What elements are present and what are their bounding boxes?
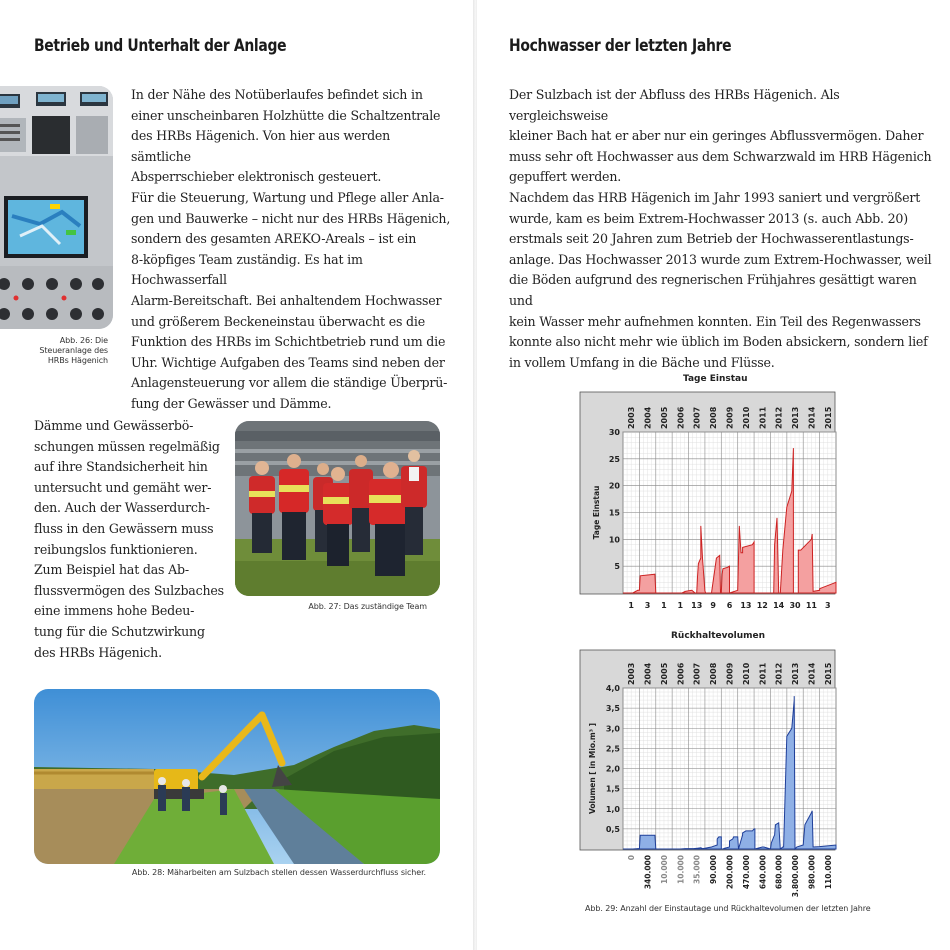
- year-label: 2004: [643, 406, 653, 429]
- y-tick-label: 2,0: [605, 764, 620, 774]
- y-tick-label: 5: [614, 562, 620, 572]
- text-line: reibungslos funktionieren.: [34, 541, 198, 557]
- text-line: Nachdem das HRB Hägenich im Jahr 1993 saniert und vergrößert: [509, 190, 921, 205]
- year-label: 2014: [807, 662, 817, 685]
- left-paragraph-3: [34, 416, 234, 663]
- y-tick-label: 15: [608, 508, 620, 518]
- bottom-label: 30: [789, 601, 801, 610]
- year-label: 2006: [676, 406, 686, 429]
- bottom-label: 980.000: [807, 855, 817, 890]
- right-page: [477, 0, 950, 950]
- bottom-label: 13: [691, 601, 703, 610]
- bottom-label: 110.000: [823, 855, 833, 890]
- year-label: 2012: [774, 662, 784, 685]
- bottom-label: 1: [628, 601, 634, 610]
- text-line: den. Auch der Wasserdurch-: [34, 500, 210, 516]
- caption-26: [30, 336, 108, 366]
- text-line: untersucht und gemäht wer-: [34, 479, 212, 495]
- y-axis-label: Volumen [ in Mio.m³ ]: [588, 722, 597, 815]
- bottom-label: 340.000: [643, 855, 653, 890]
- y-axis-label: Tage Einstau: [592, 485, 601, 540]
- text-line: des HRBs Hägenich. Von hier aus werden sämtliche: [131, 128, 391, 164]
- team-photo: [235, 421, 440, 596]
- left-paragraph-1: [131, 85, 451, 188]
- bottom-label: 12: [756, 601, 768, 610]
- text-line: tung für die Schutzwirkung: [34, 623, 205, 639]
- chart-days-impounded: [577, 390, 842, 615]
- y-tick-label: 2,5: [605, 744, 620, 754]
- caption-26-line: Steueranlage des: [39, 346, 108, 355]
- caption-26-line: Abb. 26: Die: [59, 336, 108, 345]
- caption-28: Abb. 28: Mäharbeiten am Sulzbach stellen dessen Wasserdurchfluss sicher.: [131, 868, 426, 877]
- text-line: wurde, kam es beim Extrem-Hochwasser 2013 (s. auch Abb. 20): [509, 210, 908, 226]
- right-paragraph-2: [509, 188, 939, 373]
- text-line: Zum Beispiel hat das Ab-: [34, 562, 189, 578]
- caption-29: Abb. 29: Anzahl der Einstautage und Rückhaltevolumen der letzten Jahre: [585, 904, 871, 913]
- bottom-label: 640.000: [758, 855, 768, 890]
- caption-26-line: HRBs Hägenich: [47, 356, 108, 365]
- bottom-label: 470.000: [741, 855, 751, 890]
- text-line: eine immens hohe Bedeu-: [34, 603, 195, 619]
- right-paragraph-1: [509, 85, 939, 188]
- year-label: 2004: [643, 662, 653, 685]
- year-label: 2013: [791, 406, 801, 429]
- bottom-label: 3.800.000: [791, 855, 801, 898]
- bottom-label: 6: [726, 601, 733, 610]
- year-label: 2007: [692, 406, 702, 429]
- year-label: 2009: [725, 662, 735, 685]
- bottom-label: 1: [677, 601, 684, 610]
- year-label: 2003: [627, 406, 637, 429]
- text-line: Uhr. Wichtige Aufgaben des Teams sind neben der: [131, 354, 445, 370]
- text-line: 8-köpfiges Team zuständig. Es hat im Hochwasserfall: [131, 251, 363, 288]
- bottom-label: 10.000: [659, 855, 669, 884]
- y-tick-label: 1,5: [605, 784, 620, 794]
- year-label: 2011: [758, 406, 768, 429]
- text-line: anlage. Das Hochwasser 2013 wurde zum Extrem-Hochwasser, weil: [509, 251, 932, 267]
- text-line: fluss in den Gewässern muss: [34, 520, 214, 536]
- text-line: muss sehr oft Hochwasser aus dem Schwarzwald im HRB Hägenich: [509, 148, 932, 164]
- y-tick-label: 3,0: [605, 724, 620, 734]
- year-label: 2014: [807, 406, 817, 429]
- year-label: 2008: [709, 662, 719, 685]
- text-line: In der Nähe des Notüberlaufes befindet sich in: [131, 87, 423, 102]
- year-label: 2010: [741, 406, 751, 429]
- text-line: in vollem Umfang in die Bäche und Flüsse.: [509, 354, 775, 370]
- text-line: Absperrschieber elektronisch gesteuert.: [131, 169, 382, 185]
- year-label: 2009: [725, 406, 735, 429]
- text-line: Alarm-Bereitschaft. Bei anhaltendem Hochwasser: [131, 292, 442, 308]
- text-line: Der Sulzbach ist der Abfluss des HRBs Hägenich. Als vergleichsweise: [509, 87, 840, 123]
- text-line: gepuffert werden.: [509, 169, 622, 185]
- y-tick-label: 1,0: [605, 804, 620, 814]
- year-label: 2008: [709, 406, 719, 429]
- year-label: 2005: [659, 662, 669, 685]
- year-label: 2007: [692, 662, 702, 685]
- y-tick-label: 10: [608, 535, 620, 545]
- text-line: Dämme und Gewässerbö-: [34, 418, 194, 433]
- text-line: fung der Gewässer und Dämme.: [131, 395, 332, 411]
- year-label: 2012: [774, 406, 784, 429]
- bottom-label: 9: [710, 601, 716, 610]
- text-line: sondern des gesamten AREKO-Areals – ist ein: [131, 231, 417, 247]
- text-line: schungen müssen regelmäßig: [34, 438, 220, 454]
- bottom-label: 10.000: [676, 855, 686, 884]
- text-line: konnte also nicht mehr wie üblich im Boden absickern, sondern lief: [509, 334, 928, 350]
- year-label: 2005: [659, 406, 669, 429]
- text-line: Für die Steuerung, Wartung und Pflege aller Anla-: [131, 190, 444, 205]
- bottom-label: 200.000: [725, 855, 735, 890]
- chart-1-title: Tage Einstau: [683, 374, 748, 384]
- year-label: 2006: [676, 662, 686, 685]
- bottom-label: 13: [740, 601, 752, 610]
- text-line: gen und Bauwerke – nicht nur des HRBs Hägenich,: [131, 210, 451, 226]
- mowing-photo: [34, 689, 440, 864]
- year-label: 2015: [823, 662, 833, 685]
- team-image: [235, 421, 440, 596]
- left-heading: Betrieb und Unterhalt der Anlage: [34, 36, 287, 56]
- y-tick-label: 30: [608, 428, 620, 437]
- right-heading: Hochwasser der letzten Jahre: [509, 36, 732, 56]
- text-line: einer unscheinbaren Holzhütte die Schaltzentrale: [131, 107, 441, 123]
- text-line: kleiner Bach hat er aber nur ein geringes Abflussvermögen. Daher: [509, 128, 924, 144]
- bottom-label: 0: [627, 855, 637, 861]
- bottom-label: 680.000: [774, 855, 784, 890]
- mowing-image: [34, 689, 440, 864]
- text-line: und größerem Beckeneinstau überwacht es die: [131, 313, 425, 329]
- bottom-label: 3: [644, 601, 651, 610]
- y-tick-label: 20: [608, 481, 620, 491]
- year-label: 2003: [627, 662, 637, 685]
- text-line: Funktion des HRBs im Schichtbetrieb rund um die: [131, 334, 446, 350]
- bottom-label: 1: [661, 601, 667, 610]
- control-panel-photo: [0, 86, 113, 329]
- caption-27: Abb. 27: Das zuständige Team: [308, 602, 427, 611]
- text-line: flussvermögen des Sulzbaches: [34, 582, 224, 598]
- year-label: 2015: [823, 406, 833, 429]
- text-line: Anlagensteuerung vor allem die ständige Überprü-: [131, 375, 448, 391]
- bottom-label: 3: [825, 601, 831, 610]
- y-tick-label: 0,5: [605, 824, 620, 834]
- control-panel-image: [0, 86, 113, 329]
- text-line: erstmals seit 20 Jahren zum Betrieb der Hochwasserentlastungs-: [509, 231, 914, 247]
- year-label: 2011: [758, 662, 768, 685]
- left-page: [0, 0, 473, 950]
- text-line: die Böden aufgrund des regnerischen Frühjahres gesättigt waren und: [509, 272, 917, 308]
- bottom-label: 14: [773, 601, 785, 610]
- bottom-label: 35.000: [692, 855, 702, 884]
- chart-2-title: Rückhaltevolumen: [671, 631, 766, 641]
- y-tick-label: 3,5: [605, 704, 620, 714]
- chart-retention-volume: [577, 648, 842, 900]
- text-line: auf ihre Standsicherheit hin: [34, 459, 208, 475]
- bottom-label: 11: [805, 601, 817, 610]
- y-tick-label: 4,0: [605, 684, 620, 693]
- left-paragraph-2: [131, 188, 451, 415]
- text-line: kein Wasser mehr aufnehmen konnten. Ein Teil des Regenwassers: [509, 313, 921, 329]
- year-label: 2013: [791, 662, 801, 685]
- year-label: 2010: [741, 662, 751, 685]
- text-line: des HRBs Hägenich.: [34, 644, 162, 660]
- bottom-label: 90.000: [709, 855, 719, 884]
- y-tick-label: 25: [608, 454, 620, 464]
